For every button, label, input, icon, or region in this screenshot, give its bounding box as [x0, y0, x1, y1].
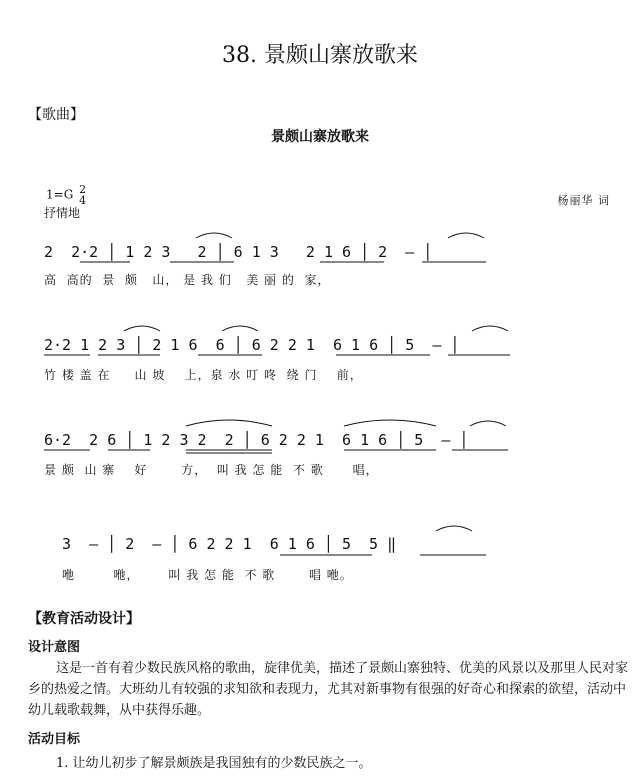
score-row-1-lyrics: 高 高的 景 颇 山， 是 我 们 美 丽 的 家，	[44, 273, 331, 287]
chapter-title: 38. 景颇山寨放歌来	[222, 43, 418, 68]
score-row-2-notes: 2·2 1 2 3 │ 2 1 6 6 │ 6 2 2 1 6 1 6 │ 5 — │	[44, 336, 460, 354]
key-signature	[46, 184, 86, 206]
slur	[470, 421, 506, 426]
song-title: 景颇山寨放歌来	[271, 129, 369, 145]
score-row-4-lyrics: 咃 咃， 叫 我 怎 能 不 歌 唱 咃。	[62, 568, 353, 582]
score-row-2-lyrics: 竹 楼 盖 在 山 坡 上，泉 水 叮 咚 绕 门 前，	[44, 368, 363, 382]
slur	[186, 420, 272, 426]
goal-heading: 活动目标	[28, 732, 81, 747]
slur	[436, 526, 472, 531]
slur	[222, 326, 258, 331]
slur	[472, 326, 508, 331]
goal-item-1: 1. 让幼儿初步了解景颇族是我国独有的少数民族之一。	[56, 756, 372, 771]
slur	[344, 420, 436, 426]
intent-paragraph: 这是一首有着少数民族风格的歌曲，旋律优美，描述了景颇山寨独特、优美的风景以及那里人民对家乡的热爱之情。大班幼儿有较强的求知欲和表现力，尤其对新事物有很强的好奇心和探索的欲望，活动中幼儿载歌载舞，从中获得乐趣。	[28, 661, 629, 718]
score-row-4-notes: 3 — │ 2 — │ 6 2 2 1 6 1 6 │ 5 5 ‖	[62, 535, 397, 553]
key-label: 1=G	[46, 187, 74, 202]
score-row-3-lyrics: 景 颇 山 寨 好 方， 叫 我 怎 能 不 歌 唱，	[44, 463, 379, 477]
lyricist-credit: 杨丽华 词	[557, 194, 610, 207]
slur	[196, 233, 232, 238]
score-row-1-notes: 2 2·2 │ 1 2 3 2 │ 6 1 3 2 1 6 │ 2 — │	[44, 243, 433, 261]
slur	[124, 326, 160, 331]
slur	[448, 233, 484, 238]
intent-heading: 设计意图	[28, 640, 81, 655]
score-row-3-notes: 6·2 2 6 │ 1 2 3 2 2 │ 6 2 2 1 6 1 6 │ 5 — │	[44, 431, 469, 449]
time-bottom: 4	[79, 194, 87, 207]
song-section-tag: 【歌曲】	[28, 107, 84, 123]
time-top: 2	[79, 183, 87, 196]
time-signature	[79, 184, 86, 206]
mood-marking: 抒情地	[44, 206, 81, 220]
design-section-tag: 【教育活动设计】	[28, 611, 140, 627]
